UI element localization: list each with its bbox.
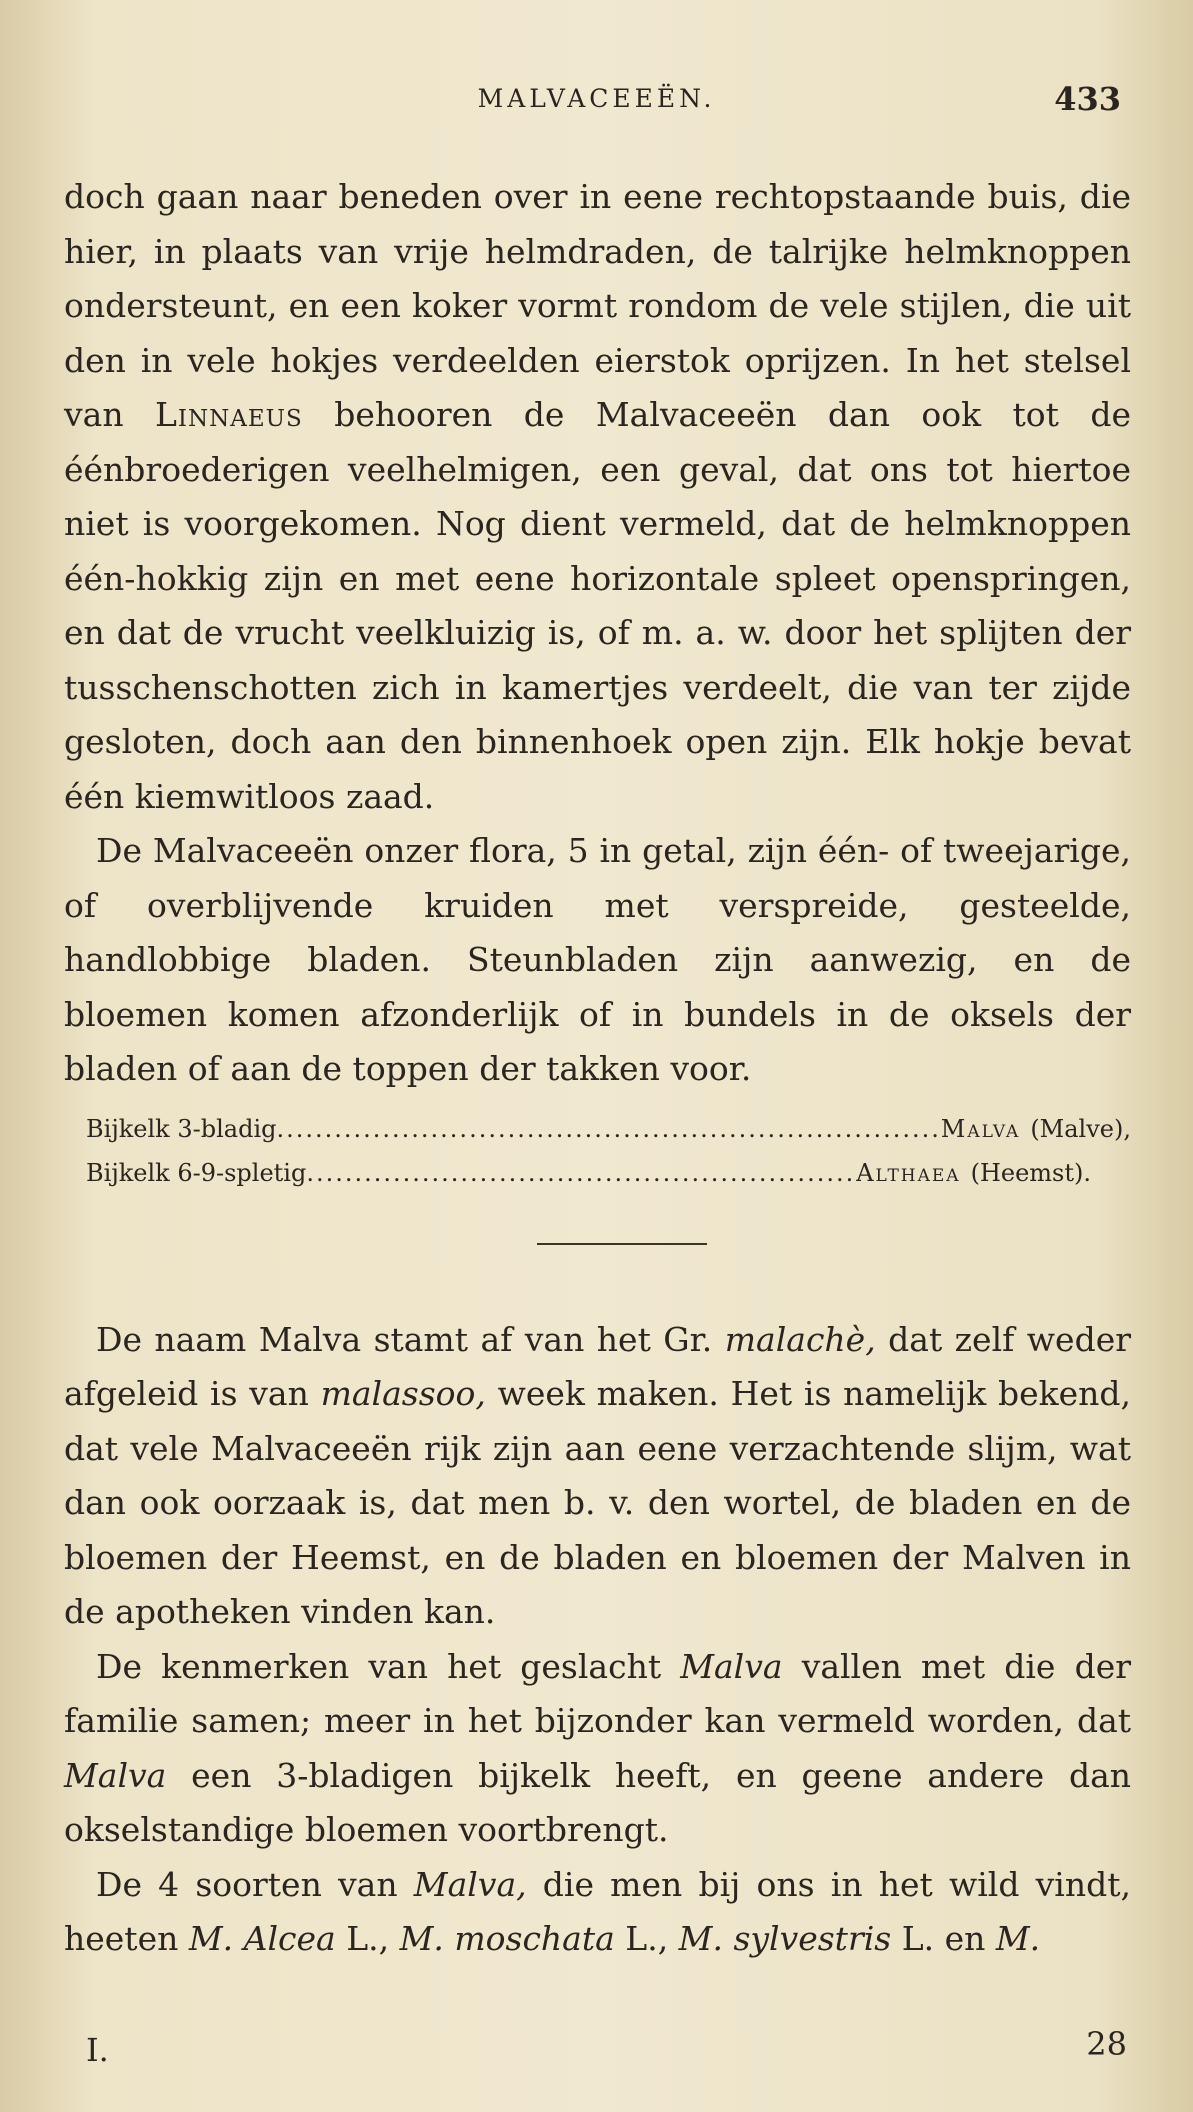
text-span: vallen met die der familie samen; meer in het bijzonder kan vermeld worden, dat	[64, 1646, 1131, 1740]
italic-term: malassoo,	[320, 1374, 486, 1413]
page-header	[62, 80, 1131, 120]
body-text	[64, 170, 1131, 1967]
italic-term: M. moschata	[399, 1919, 615, 1958]
paragraph-characteristics	[64, 1640, 1131, 1858]
text-span: De kenmerken van het geslacht	[96, 1646, 681, 1686]
italic-term: M. sylvestris	[678, 1919, 892, 1958]
key-row-althaea	[64, 1151, 1091, 1195]
key-common-name: (Malve),	[1030, 1114, 1131, 1143]
text-span: De 4 soorten van	[96, 1864, 414, 1904]
paragraph-etymology	[64, 1313, 1131, 1640]
author-name: Linnaeus	[154, 395, 303, 434]
text-span: week maken. Het is namelijk bekend, dat vele Malvaceeën rijk zijn aan eene verzachtende slijm, wat dan ook oorzaak is, dat men b. v. den wortel, de bladen en de bloemen der Heemst, en de bladen en bloemen der Malven in de apotheken vinden kan.	[64, 1374, 1132, 1631]
text-span: L.,	[614, 1919, 679, 1958]
italic-term: M.	[995, 1919, 1041, 1958]
running-head: MALVACEEËN.	[477, 84, 716, 113]
key-common-name: (Heemst).	[970, 1158, 1091, 1187]
italic-term: M. Alcea	[188, 1919, 336, 1958]
signature-number: 28	[1086, 2025, 1127, 2063]
key-genus: Althaea	[856, 1158, 961, 1187]
text-span: doch gaan naar beneden over in eene rechtopstaande buis, die hier, in plaats van vrije helmdraden, de talrijke helmknoppen ondersteunt, en een koker vormt rondom de vele stijlen, die uit den in vele hokjes verdeelden eierstok oprijzen. In het stelsel van	[64, 177, 1131, 434]
text-span: een 3-bladigen bijkelk heeft, en geene andere dan okselstandige bloemen voortbrengt.	[64, 1755, 1131, 1849]
text-span: die men bij ons in het wild vindt, heeten	[64, 1864, 1131, 1958]
italic-term: Malva,	[413, 1864, 527, 1904]
page-footer	[64, 2025, 1127, 2075]
section-divider	[537, 1243, 707, 1245]
paragraph-stamens	[64, 170, 1131, 824]
key-genus: Malva	[940, 1114, 1021, 1143]
genus-key	[64, 1107, 1131, 1195]
text-span: L.,	[335, 1919, 400, 1958]
signature-mark: I.	[86, 2031, 109, 2069]
key-leader-dots	[276, 1107, 940, 1151]
text-span: L. en	[891, 1919, 996, 1958]
paragraph-species	[64, 1858, 1131, 1967]
key-leader-dots	[306, 1151, 856, 1195]
italic-term: Malva	[680, 1646, 783, 1686]
key-row-malva	[64, 1107, 1131, 1151]
italic-term: malachè,	[724, 1319, 876, 1359]
text-span: dat zelf weder afgeleid is van	[64, 1319, 1132, 1413]
page-number: 433	[1054, 80, 1121, 118]
key-label: Bijkelk 6-9-spletig	[86, 1158, 307, 1187]
text-span: behooren de Malvaceeën dan ook tot de éénbroederigen veelhelmigen, een geval, dat ons tot hiertoe niet is voorgekomen. Nog dient vermeld, dat de helmknoppen één-hokkig zijn en met eene horizontale spleet openspringen, en dat de vrucht veelkluizig is, of m. a. w. door het splijten der tusschenschotten zich in kamertjes verdeelt, die van ter zijde gesloten, doch aan den binnenhoek open zijn. Elk hokje bevat één kiemwitloos zaad.	[64, 395, 1131, 816]
text-span: De naam Malva stamt af van het Gr.	[96, 1319, 725, 1359]
paragraph-flora: De Malvaceeën onzer flora, 5 in getal, zijn één- of tweejarige, of overblijvende kruiden met verspreide, gesteelde, handlobbige bladen. Steunbladen zijn aanwezig, en de bloemen komen afzonderlijk of in bundels in de oksels der bladen of aan de toppen der takken voor.	[64, 831, 1131, 1088]
italic-term: Malva	[64, 1755, 167, 1795]
key-label: Bijkelk 3-bladig	[86, 1114, 277, 1143]
